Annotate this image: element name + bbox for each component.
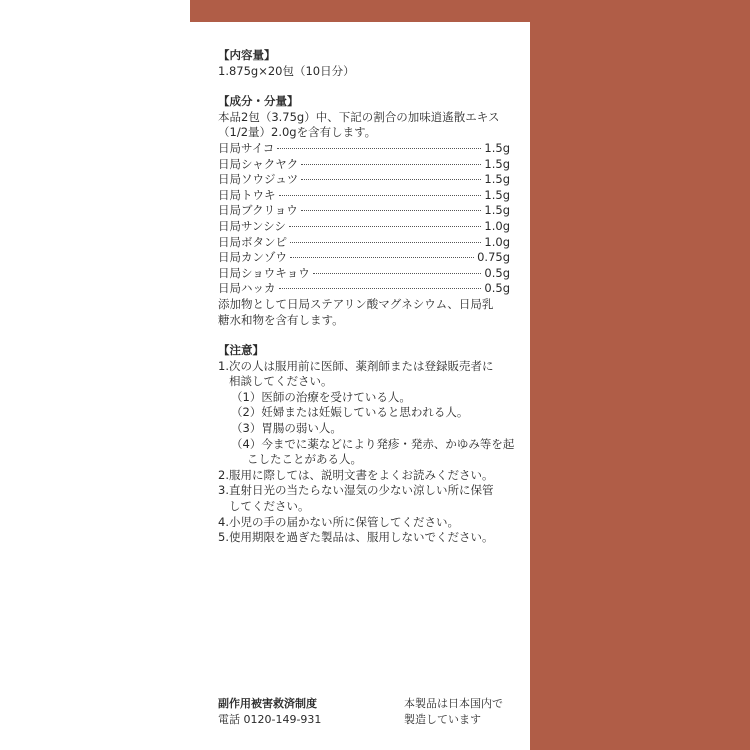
relief-system-info <box>218 696 321 728</box>
caution-line: 1.次の人は服用前に医師、薬剤師または登録販売者に <box>218 358 494 373</box>
caution-line: （3）胃腸の弱い人。 <box>231 421 342 436</box>
contents-heading: 【内容量】 <box>218 48 276 62</box>
ingredient-row <box>218 203 510 219</box>
ingredient-name: 日局ブクリョウ <box>218 203 298 218</box>
ingredient-row <box>218 172 510 188</box>
ingredient-row <box>218 157 510 173</box>
caution-line: 3.直射日光の当たらない湿気の少ない涼しい所に保管 <box>218 483 494 498</box>
contents-value: 1.875g×20包（10日分） <box>218 63 355 78</box>
leader-dots <box>313 272 482 274</box>
relief-phone: 電話 0120-149-931 <box>218 713 322 726</box>
ingredient-list <box>218 141 510 297</box>
relief-title: 副作用被害救済制度 <box>218 697 317 710</box>
ingredient-name: 日局ハッカ <box>218 281 276 296</box>
ingredient-amount: 1.5g <box>484 203 510 218</box>
ingredients-intro-2: （1/2量）2.0gを含有します。 <box>218 125 377 140</box>
ingredient-amount: 1.5g <box>484 140 510 155</box>
leader-dots <box>301 163 481 165</box>
cautions-heading: 【注意】 <box>218 343 264 358</box>
ingredient-name: 日局サンシシ <box>218 218 286 233</box>
leader-dots <box>290 256 474 258</box>
additives-line-2: 糖水和物を含有します。 <box>218 312 344 327</box>
caution-list <box>218 358 515 546</box>
ingredient-name: 日局ソウジュツ <box>218 172 299 187</box>
ingredient-row <box>218 235 510 251</box>
caution-line: 4.小児の手の届かない所に保管してください。 <box>218 514 459 529</box>
ingredient-amount: 1.5g <box>484 172 510 187</box>
made-in-line-1: 本製品は日本国内で <box>404 697 503 710</box>
ingredient-row <box>218 219 510 235</box>
ingredient-amount: 0.75g <box>477 250 510 265</box>
ingredient-name: 日局サイコ <box>218 140 275 155</box>
ingredient-amount: 1.5g <box>484 187 510 202</box>
left-margin <box>0 0 190 750</box>
top-color-band <box>190 0 530 22</box>
ingredients-heading: 【成分・分量】 <box>218 94 299 109</box>
caution-line: （4）今までに薬などにより発疹・発赤、かゆみ等を起 <box>231 436 515 451</box>
ingredients-intro-1: 本品2包（3.75g）中、下記の割合の加味逍遙散エキス <box>218 109 500 124</box>
leader-dots <box>289 225 482 227</box>
leader-dots <box>290 241 481 243</box>
ingredient-row <box>218 250 510 266</box>
caution-line: （2）妊婦または妊娠していると思われる人。 <box>231 405 469 420</box>
manufacture-note <box>404 696 503 728</box>
ingredient-name: 日局カンゾウ <box>218 250 287 265</box>
ingredient-row <box>218 188 510 204</box>
leader-dots <box>279 194 482 196</box>
ingredient-row <box>218 281 510 297</box>
caution-line: してください。 <box>229 499 310 514</box>
ingredient-row <box>218 266 510 282</box>
ingredient-amount: 1.0g <box>484 234 510 249</box>
ingredient-amount: 1.0g <box>484 218 510 233</box>
leader-dots <box>301 209 482 211</box>
caution-line: こしたことがある人。 <box>247 452 362 467</box>
caution-line: （1）医師の治療を受けている人。 <box>231 389 411 404</box>
ingredient-amount: 0.5g <box>484 265 510 280</box>
ingredient-row <box>218 141 510 157</box>
ingredient-amount: 0.5g <box>484 281 510 296</box>
made-in-line-2: 製造しています <box>404 713 481 726</box>
leader-dots <box>279 287 482 289</box>
caution-line: 相談してください。 <box>229 374 333 389</box>
ingredient-name: 日局トウキ <box>218 187 276 202</box>
ingredient-name: 日局ボタンピ <box>218 234 287 249</box>
right-color-band <box>530 0 750 750</box>
ingredient-amount: 1.5g <box>484 156 510 171</box>
additives-line-1: 添加物として日局ステアリン酸マグネシウム、日局乳 <box>218 296 494 311</box>
caution-line: 5.使用期限を過ぎた製品は、服用しないでください。 <box>218 530 494 545</box>
leader-dots <box>301 178 481 180</box>
caution-line: 2.服用に際しては、説明文書をよくお読みください。 <box>218 467 494 482</box>
label-content <box>218 48 515 546</box>
ingredient-name: 日局シャクヤク <box>218 156 299 171</box>
ingredient-name: 日局ショウキョウ <box>218 265 310 280</box>
leader-dots <box>277 147 481 149</box>
